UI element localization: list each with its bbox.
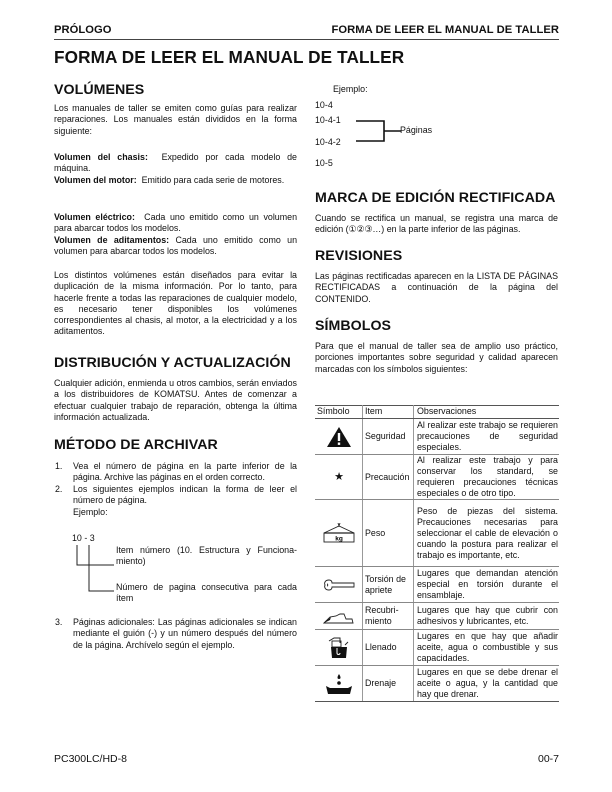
pages-bracket-label: Páginas (400, 125, 433, 135)
page-title: FORMA DE LEER EL MANUAL DE TALLER (54, 47, 405, 67)
item-seguridad: Seguridad (363, 419, 414, 455)
volume-aditamentos-text: Cada uno emitido como un volumen para abarcar todos los modelos. (54, 235, 297, 257)
step-1-text: Vea el número de página en la parte inferior de la página. Archive las páginas en el orden correcto. (73, 461, 297, 483)
header-rule (54, 39, 559, 40)
item-torsion: Torsión de apriete (363, 567, 414, 603)
obs-recubrimiento: Lugares que hay que cubrir con adhesivos y lubricantes, etc. (414, 603, 560, 630)
symbols-table (315, 405, 559, 702)
example-page-2: 10-4-1 (315, 115, 341, 125)
step-2-example-label: Ejemplo: (73, 507, 108, 517)
volume-motor-text: Emitido para cada serie de motores. (141, 175, 285, 185)
heading-revisiones: REVISIONES (315, 248, 403, 264)
header-item: Item (363, 406, 414, 419)
weight-kg-icon (322, 523, 356, 543)
heading-distribucion: DISTRIBUCIÓN Y ACTUALIZACIÓN (54, 355, 291, 371)
table-row (315, 603, 559, 630)
distribucion-text: Cualquier adición, enmienda u otros cambios, serán enviados a los distribuidores de KOMATSU. Antes de comenzar a efectuar cualquier trabajo de reparación, obtenga la última información actualizada. (54, 378, 297, 422)
volume-motor-label: Volumen del motor: (54, 175, 137, 185)
running-header-title: FORMA DE LEER EL MANUAL DE TALLER (331, 24, 559, 36)
volume-electrico-label: Volumen eléctrico: (54, 212, 135, 222)
volume-chasis (54, 152, 297, 175)
item-precaucion: Precaución (363, 455, 414, 500)
wrench-icon (323, 578, 355, 592)
volume-aditamentos-label: Volumen de aditamentos: (54, 235, 170, 245)
marca-text: Cuando se rectifica un manual, se registra una marca de edición (①②③…) en la parte inferior de las páginas. (315, 213, 558, 235)
oil-fill-icon (326, 637, 352, 659)
drain-icon (324, 673, 354, 695)
item-drenaje: Drenaje (363, 666, 414, 702)
table-row (315, 666, 559, 702)
example-page-1: 10-4 (315, 100, 333, 110)
volumenes-intro: Los manuales de taller se emiten como guías para realizar reparaciones. Los manuales están divididos en la forma siguiente: (54, 103, 297, 136)
volume-electrico (54, 212, 297, 235)
page-number-bracket (76, 543, 116, 598)
obs-precaucion: Al realizar este trabajo y para conservar los standard, se requieren precauciones técnicas especiales o de otro tipo. (414, 455, 560, 500)
volume-chasis-text: Expedido por cada modelo de máquina. (54, 152, 297, 174)
coating-icon (322, 611, 356, 625)
obs-peso: Peso de piezas del sistema. Precauciones necesarias para seleccionar el cable de elevación o cuando la postura para realizar el trabajo es importante, etc. (414, 500, 560, 567)
item-llenado: Llenado (363, 630, 414, 666)
page-number-example: 10 - 3 (72, 533, 95, 543)
additional-example-label: Ejemplo: (333, 84, 368, 94)
table-header-row (315, 406, 559, 419)
table-row (315, 455, 559, 500)
footer-model: PC300LC/HD-8 (54, 753, 127, 765)
pages-bracket (355, 119, 403, 143)
footer-page-number: 00-7 (537, 753, 559, 765)
volume-electrico-text: Cada uno emitido como un volumen para abarcar todos los modelos. (54, 212, 298, 234)
running-header-section: PRÓLOGO (54, 24, 112, 36)
step-1-number: 1. (55, 461, 63, 471)
volumenes-closing: Los distintos volúmenes están diseñados para evitar la duplicación de la misma información. Por lo tanto, para hacerle frente a todas las reparaciones de cualquier modelo, es necesario tener disponibles los volúmenes correspondientes al chasis, al motor, a la electricidad y a los aditamentos. (54, 270, 297, 337)
volume-aditamentos (54, 235, 297, 258)
svg-text:kg: kg (335, 535, 343, 543)
example-page-4: 10-5 (315, 158, 333, 168)
table-row (315, 500, 559, 567)
table-row (315, 567, 559, 603)
revisiones-text: Las páginas rectificadas aparecen en la LISTA DE PÁGINAS RECTIFICADAS a continuación de la página del CONTENIDO. (315, 271, 558, 304)
obs-drenaje: Lugares en que se debe drenar el aceite o agua, y la cantidad que hay que drenar. (414, 666, 560, 702)
heading-simbolos: SÍMBOLOS (315, 318, 392, 334)
item-recubrimiento: Recubri-miento (363, 603, 414, 630)
obs-llenado: Lugares en que hay que añadir aceite, agua o combustible y sus capacidades. (414, 630, 560, 666)
obs-torsion: Lugares que demandan atención especial en torsión durante el ensamblaje. (414, 567, 560, 603)
example-page-3: 10-4-2 (315, 137, 341, 147)
heading-volumenes: VOLÚMENES (54, 82, 145, 98)
step-3-number: 3. (55, 617, 63, 627)
star-icon: ★ (315, 455, 363, 500)
item-peso: Peso (363, 500, 414, 567)
step-3-text: Páginas adicionales: Las páginas adicionales se indican mediante el guión (-) y un número después del número de la página. Archívelo según el ejemplo. (73, 617, 297, 650)
header-simbolo: Símbolo (315, 406, 363, 419)
item-number-note: Item número (10. Estructura y Funciona-miento) (116, 545, 297, 567)
table-row (315, 630, 559, 666)
step-2-text: Los siguientes ejemplos indican la forma de leer el número de página. (73, 484, 297, 506)
heading-marca: MARCA DE EDICIÓN RECTIFICADA (315, 190, 556, 206)
volume-chasis-label: Volumen del chasis: (54, 152, 148, 162)
page-sequence-note: Número de pagina consecutiva para cada ítem (116, 582, 297, 604)
heading-metodo: MÉTODO DE ARCHIVAR (54, 437, 218, 453)
volume-motor (54, 175, 297, 186)
header-observaciones: Observaciones (414, 406, 560, 419)
warning-triangle-icon (326, 426, 352, 448)
step-2-number: 2. (55, 484, 63, 494)
table-row (315, 419, 559, 455)
simbolos-text: Para que el manual de taller sea de amplio uso práctico, porciones importantes sobre seguridad y calidad aparecen marcadas con los símbolos siguientes: (315, 341, 558, 374)
obs-seguridad: Al realizar este trabajo se requieren precauciones de seguridad especiales. (414, 419, 560, 455)
